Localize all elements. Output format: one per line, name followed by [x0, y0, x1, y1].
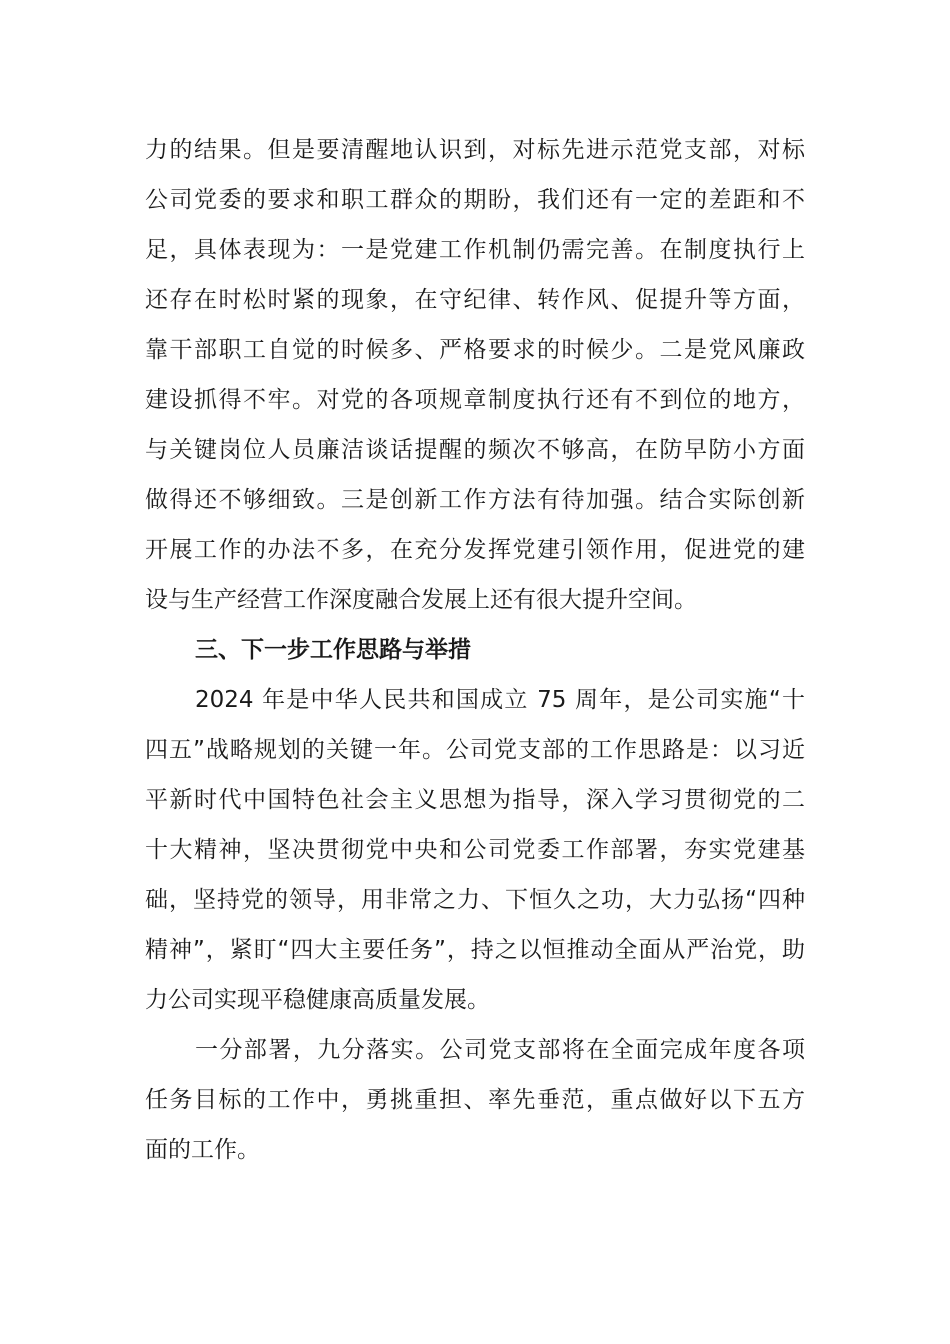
text-line: 设与生产经营工作深度融合发展上还有很大提升空间。: [145, 587, 697, 613]
text-line: 力公司实现平稳健康高质量发展。: [145, 987, 490, 1013]
text-line: 足，具体表现为：一是党建工作机制仍需完善。在制度执行上: [145, 237, 805, 263]
text-line: 精神”，紧盯“四大主要任务”，持之以恒推动全面从严治党，助: [145, 937, 805, 963]
text-line: 2024 年是中华人民共和国成立 75 周年，是公司实施“十: [195, 687, 805, 713]
text-line: 做得还不够细致。三是创新工作方法有待加强。结合实际创新: [145, 487, 805, 513]
text-line: 开展工作的办法不多，在充分发挥党建引领作用，促进党的建: [145, 537, 805, 563]
text-line: 力的结果。但是要清醒地认识到，对标先进示范党支部，对标: [145, 137, 805, 163]
text-line: 还存在时松时紧的现象，在守纪律、转作风、促提升等方面，: [145, 287, 805, 313]
paragraph-shortcomings: [145, 125, 805, 625]
text-line: 平新时代中国特色社会主义思想为指导，深入学习贯彻党的二: [145, 787, 805, 813]
text-line: 十大精神，坚决贯彻党中央和公司党委工作部署，夯实党建基: [145, 837, 805, 863]
paragraph-work-plan: [145, 675, 805, 1025]
text-line: 建设抓得不牢。对党的各项规章制度执行还有不到位的地方，: [145, 387, 805, 413]
section-heading: 三、下一步工作思路与举措: [195, 637, 471, 663]
text-line: 与关键岗位人员廉洁谈话提醒的频次不够高，在防早防小方面: [145, 437, 805, 463]
text-line: 公司党委的要求和职工群众的期盼，我们还有一定的差距和不: [145, 187, 805, 213]
text-line: 任务目标的工作中，勇挑重担、率先垂范，重点做好以下五方: [145, 1087, 805, 1113]
text-line: 一分部署，九分落实。公司党支部将在全面完成年度各项: [195, 1037, 805, 1063]
text-line: 四五”战略规划的关键一年。公司党支部的工作思路是：以习近: [145, 737, 805, 763]
paragraph-implementation: [145, 1025, 805, 1175]
text-line: 面的工作。: [145, 1137, 260, 1163]
text-line: 础，坚持党的领导，用非常之力、下恒久之功，大力弘扬“四种: [145, 887, 805, 913]
document-body: [145, 125, 805, 1175]
text-line: 靠干部职工自觉的时候多、严格要求的时候少。二是党风廉政: [145, 337, 805, 363]
